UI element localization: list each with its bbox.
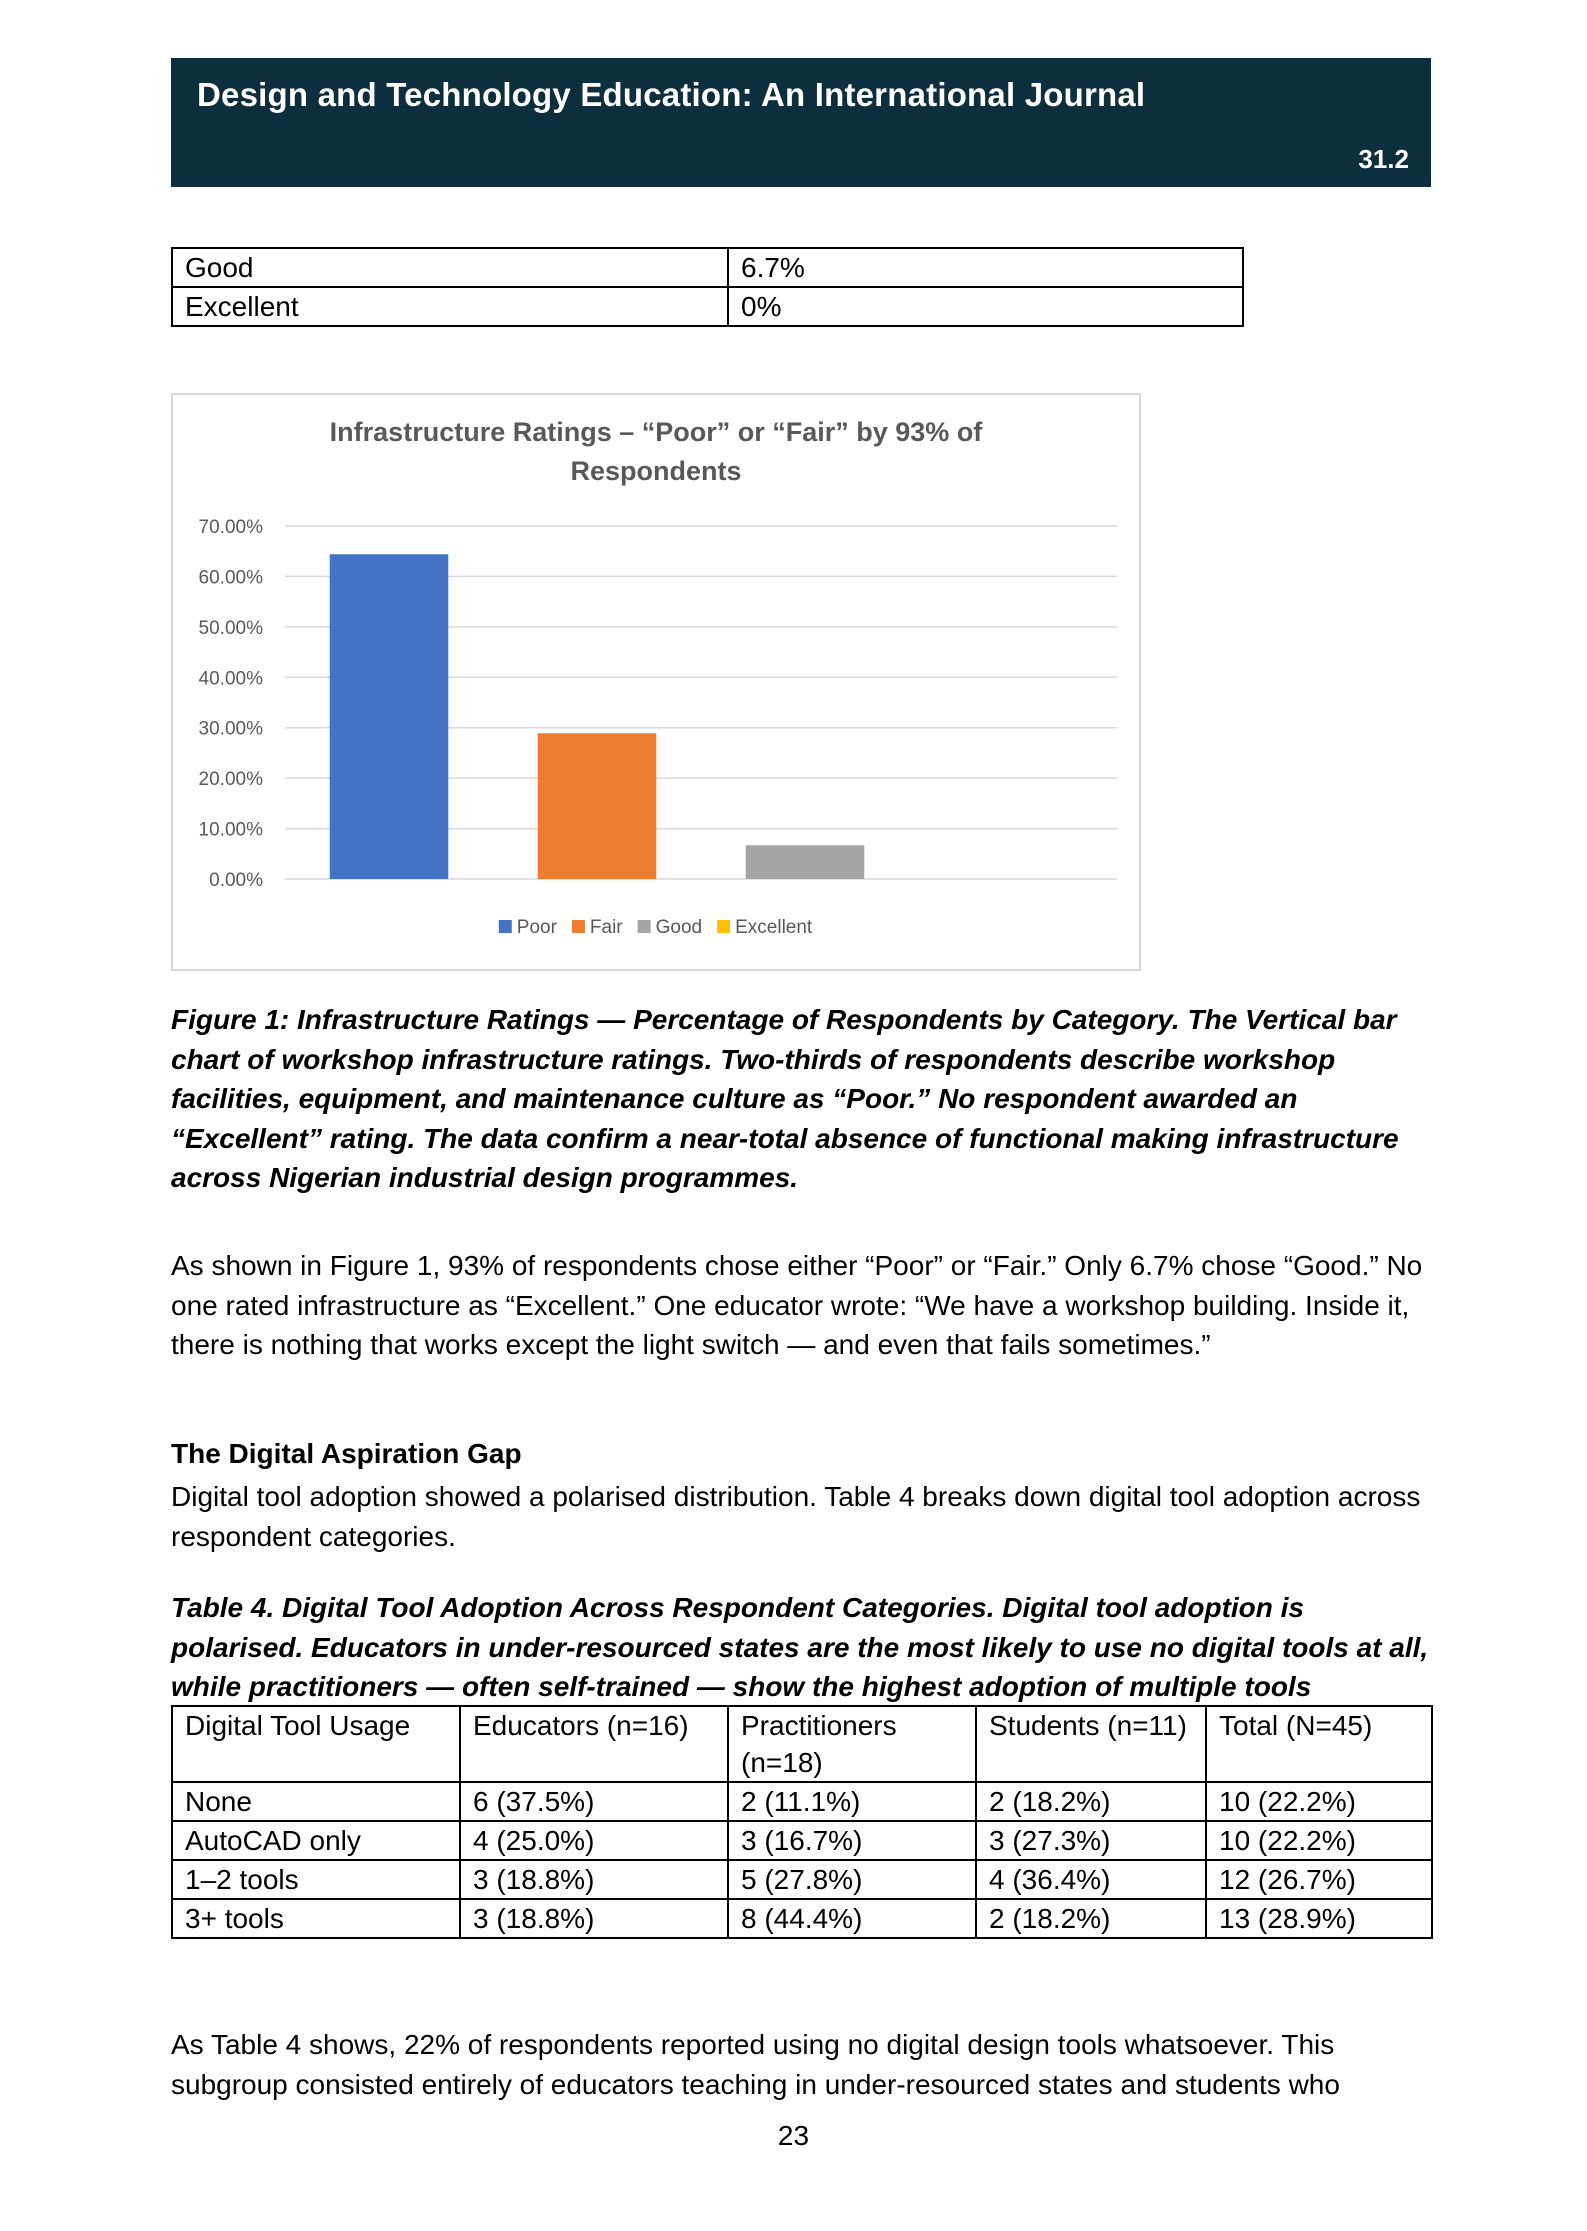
table-cell: 2 (11.1%): [728, 1782, 976, 1821]
table-cell: AutoCAD only: [172, 1821, 460, 1860]
table-header-cell: Educators (n=16): [460, 1706, 728, 1782]
legend-swatch: [717, 920, 730, 933]
table-cell: 4 (36.4%): [976, 1860, 1206, 1899]
rating-table-continued: [171, 247, 1244, 327]
table-cell: 6.7%: [728, 248, 1243, 287]
table-header-cell: Digital Tool Usage: [172, 1706, 460, 1782]
legend-label: Good: [655, 917, 703, 938]
table-cell: 2 (18.2%): [976, 1899, 1206, 1938]
y-tick-label: 40.00%: [198, 668, 263, 690]
table-header-cell: Students (n=11): [976, 1706, 1206, 1782]
y-tick-label: 20.00%: [198, 769, 263, 791]
table-cell: Excellent: [172, 287, 728, 326]
y-tick-label: 60.00%: [198, 567, 263, 589]
table-cell: 8 (44.4%): [728, 1899, 976, 1938]
paragraph: As Table 4 shows, 22% of respondents reported using no digital design tools whatsoever. This subgroup consisted entirely of educators teaching in under-resourced states and students who: [171, 2029, 1340, 2100]
table-cell: 2 (18.2%): [976, 1782, 1206, 1821]
table-cell: None: [172, 1782, 460, 1821]
table-cell: 13 (28.9%): [1206, 1899, 1432, 1938]
legend-label: Excellent: [735, 917, 813, 938]
journal-volume: 31.2: [1358, 144, 1409, 174]
bar-fair: [538, 733, 657, 879]
table-cell: 10 (22.2%): [1206, 1821, 1432, 1860]
legend-label: Poor: [516, 917, 557, 938]
section-heading: The Digital Aspiration Gap: [171, 1438, 522, 1469]
table-row: [172, 248, 1243, 287]
table-cell: 6 (37.5%): [460, 1782, 728, 1821]
journal-header: [171, 58, 1431, 187]
table-cell: 3+ tools: [172, 1899, 460, 1938]
y-tick-label: 50.00%: [198, 617, 263, 639]
chart-title-line2: Respondents: [570, 456, 742, 486]
table-header-cell: Practitioners (n=18): [728, 1706, 976, 1782]
figure-caption: Figure 1: Infrastructure Ratings — Percentage of Respondents by Category. The Vertical bar chart of workshop infrastructure ratings. Two-thirds of respondents describe workshop facilities, equipment, and maintenance culture as “Poor.” No respondent awarded an “Excellent” rating. The data confirm a near-total absence of functional making infrastructure across Nigerian industrial design programmes.: [171, 1004, 1399, 1193]
paragraph: As shown in Figure 1, 93% of respondents chose either “Poor” or “Fair.” Only 6.7% chose “Good.” No one rated infrastructure as “Excellent.” One educator wrote: “We have a workshop building. Inside it, there is nothing that works except the light switch — and even that fails sometimes.”: [171, 1250, 1423, 1360]
table-cell: 3 (18.8%): [460, 1899, 728, 1938]
bar-chart-svg: [173, 395, 1139, 969]
table-header-row: [172, 1706, 1432, 1782]
y-tick-label: 0.00%: [209, 870, 263, 891]
table-cell: Good: [172, 248, 728, 287]
table-cell: 1–2 tools: [172, 1860, 460, 1899]
table-cell: 0%: [728, 287, 1243, 326]
y-tick-label: 10.00%: [198, 819, 263, 841]
table-cell: 4 (25.0%): [460, 1821, 728, 1860]
bar-good: [746, 845, 865, 879]
legend-swatch: [572, 920, 585, 933]
legend-swatch: [638, 920, 651, 933]
page-number: 23: [777, 2120, 810, 2151]
y-tick-label: 30.00%: [198, 718, 263, 740]
table-caption: Table 4. Digital Tool Adoption Across Respondent Categories. Digital tool adoption is polarised. Educators in under-resourced states are the most likely to use no digital tools at all, while practitioners — often self-trained — show the highest adoption of multiple tools: [171, 1592, 1429, 1702]
y-tick-label: 70.00%: [198, 517, 263, 538]
paragraph: Digital tool adoption showed a polarised distribution. Table 4 breaks down digital tool adoption across respondent categories.: [171, 1481, 1421, 1552]
table-row: [172, 1899, 1432, 1938]
table-cell: 12 (26.7%): [1206, 1860, 1432, 1899]
table-cell: 5 (27.8%): [728, 1860, 976, 1899]
legend-label: Fair: [589, 917, 623, 938]
table-cell: 3 (16.7%): [728, 1821, 976, 1860]
table-cell: 3 (27.3%): [976, 1821, 1206, 1860]
table-cell: 10 (22.2%): [1206, 1782, 1432, 1821]
table-row: [172, 287, 1243, 326]
table-row: [172, 1782, 1432, 1821]
table-header-cell: Total (N=45): [1206, 1706, 1432, 1782]
digital-tool-table: [171, 1705, 1433, 1939]
journal-title: Design and Technology Education: An International Journal: [197, 76, 1146, 113]
legend-swatch: [499, 920, 512, 933]
chart-title-line1: Infrastructure Ratings – “Poor” or “Fair” by 93% of: [329, 417, 983, 447]
table-cell: 3 (18.8%): [460, 1860, 728, 1899]
table-row: [172, 1860, 1432, 1899]
bar-poor: [330, 554, 449, 879]
infrastructure-chart: [171, 393, 1141, 971]
table-row: [172, 1821, 1432, 1860]
